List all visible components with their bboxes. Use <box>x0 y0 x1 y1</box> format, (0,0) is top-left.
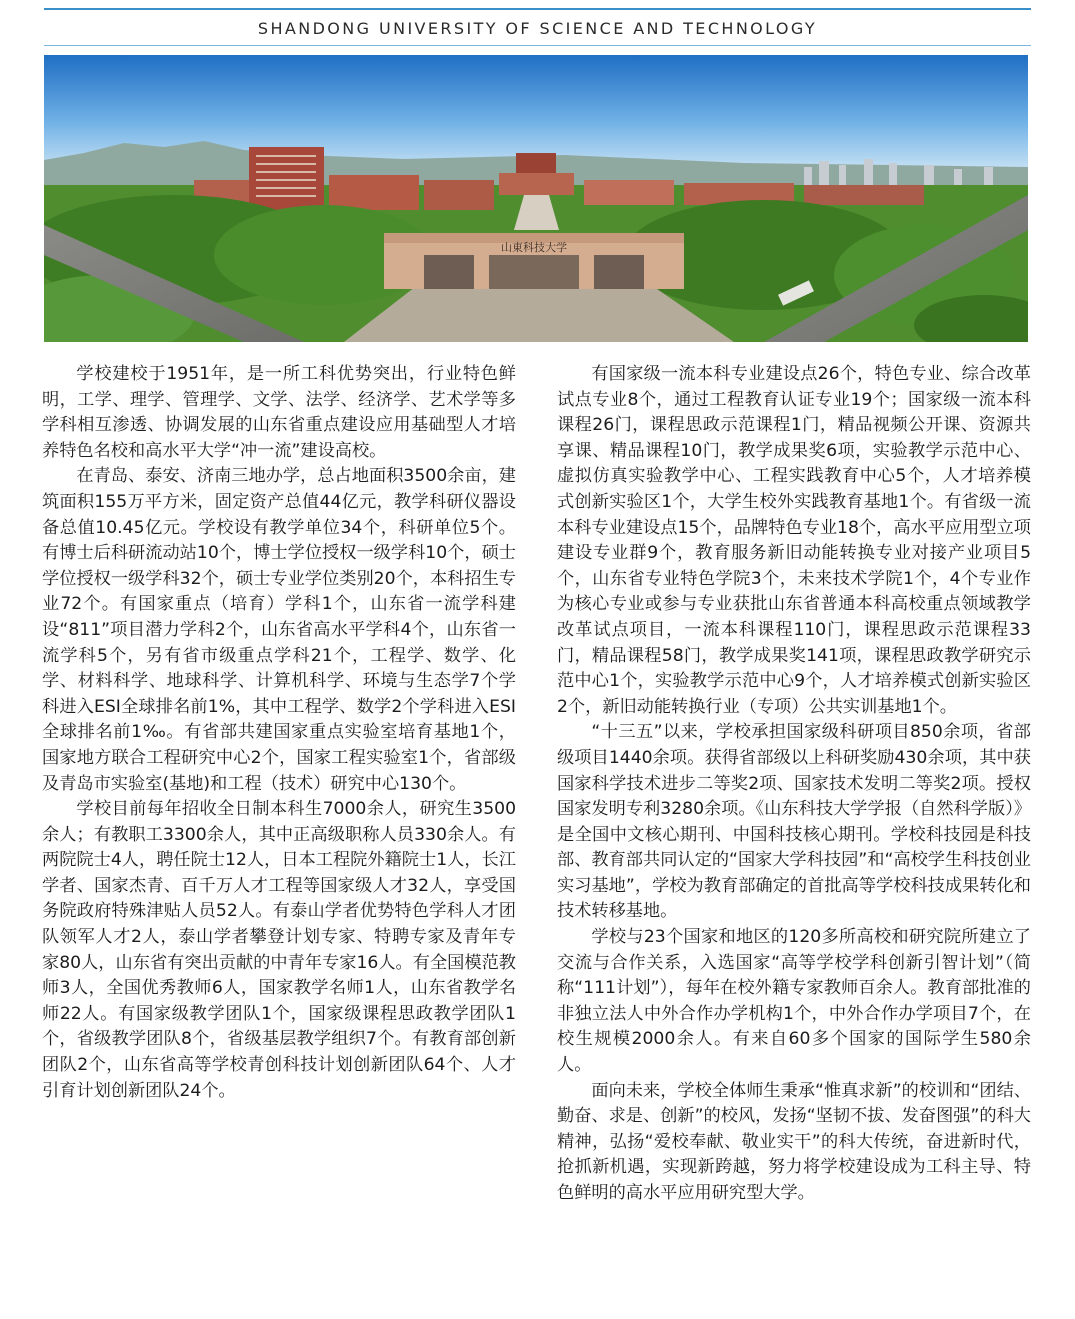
paragraph: 面向未来，学校全体师生秉承“惟真求新”的校训和“团结、勤奋、求是、创新”的校风，发扬“坚韧不拔、发奋图强”的科大精神，弘扬“爱校奉献、敬业实干”的科大传统，奋进新时代，抢抓新机遇，实现新跨越，努力将学校建设成为工科主导、特色鲜明的高水平应用研究型大学。 <box>557 1080 1031 1203</box>
paragraph: 学校与23个国家和地区的120多所高校和研究院所建立了交流与合作关系，入选国家“高等学校学科创新引智计划”（简称“111计划”），每年在校外籍专家教师百余人。教育部批准的非独立法人中外合作办学机构1个，中外合作办学项目7个，在校生规模2000余人。有来自60多个国家的国际学生580余人。 <box>557 927 1031 1076</box>
body-column-right <box>557 362 1031 1207</box>
body-column-left <box>42 362 516 1104</box>
paragraph: 学校目前每年招收全日制本科生7000余人，研究生3500余人；有教职工3300余人，其中正高级职称人员330余人。有两院院士4人，聘任院士12人，日本工程院外籍院士1人，长江学者、国家杰青、百千万人才工程等国家级人才32人，享受国务院政府特殊津贴人员52人。有泰山学者优势特色学科人才团队领军人才2人，泰山学者攀登计划专家、特聘专家及青年专家80人，山东省有突出贡献的中青年专家16人。有全国模范教师3人，全国优秀教师6人，国家教学名师1人，山东省教学名师22人。有国家级教学团队1个，国家级课程思政教学团队1个，省级教学团队8个，省级基层教学组织7个。有教育部创新团队2个，山东省高等学校青创科技计划创新团队64个、人才引育计划创新团队24个。 <box>42 799 516 1101</box>
campus-aerial-photo <box>44 55 1028 342</box>
header-top-rule <box>44 8 1031 10</box>
paragraph: “十三五”以来，学校承担国家级科研项目850余项，省部级项目1440余项。获得省部级以上科研奖励430余项，其中获国家科学技术进步二等奖2项、国家技术发明二等奖2项。授权国家发明专利3280余项。《山东科技大学学报（自然科学版）》是全国中文核心期刊、中国科技核心期刊。学校科技园是科技部、教育部共同认定的“国家大学科技园”和“高校学生科技创业实习基地”，学校为教育部确定的首批高等学校科技成果转化和技术转移基地。 <box>557 722 1031 922</box>
gate-inscription: 山東科技大学 <box>501 241 567 254</box>
page-header-title: SHANDONG UNIVERSITY OF SCIENCE AND TECHNOLOGY <box>257 19 818 38</box>
paragraph: 有国家级一流本科专业建设点26个，特色专业、综合改革试点专业8个，通过工程教育认证专业19个；国家级一流本科课程26门，课程思政示范课程1门，精品视频公开课、资源共享课、精品课程10门，教学成果奖6项，实验教学示范中心、虚拟仿真实验教学中心、工程实践教育中心5个，人才培养模式创新实验区1个，大学生校外实践教育基地1个。有省级一流本科专业建设点15个，品牌特色专业18个，高水平应用型立项建设专业群9个，教育服务新旧动能转换专业对接产业项目5个，山东省专业特色学院3个，未来技术学院1个，4个专业作为核心专业或参与专业获批山东省普通本科高校重点领域教学改革试点项目，一流本科课程110门，课程思政示范课程33门，精品课程58门，教学成果奖141项，课程思政教学研究示范中心1个，实验教学示范中心9个，人才培养模式创新实验区2个，新旧动能转换行业（专项）公共实训基地1个。 <box>557 364 1031 717</box>
paragraph: 在青岛、泰安、济南三地办学，总占地面积3500余亩，建筑面积155万平方米，固定资产总值44亿元，教学科研仪器设备总值10.45亿元。学校设有教学单位34个，科研单位5个。有博士后科研流动站10个，博士学位授权一级学科10个，硕士学位授权一级学科32个，硕士专业学位类别20个，本科招生专业72个。有国家重点（培育）学科1个，山东省一流学科建设“811”项目潜力学科2个，山东省高水平学科4个，山东省一流学科5个，另有省市级重点学科21个，工程学、数学、化学、材料科学、地球科学、计算机科学、环境与生态学7个学科进入ESI全球排名前1%，其中工程学、数学2个学科进入ESI全球排名前1‰。有省部共建国家重点实验室培育基地1个，国家地方联合工程研究中心2个，国家工程实验室1个，省部级及青岛市实验室(基地)和工程（技术）研究中心130个。 <box>42 466 516 794</box>
paragraph: 学校建校于1951年，是一所工科优势突出，行业特色鲜明，工学、理学、管理学、文学、法学、经济学、艺术学等多学科相互渗透、协调发展的山东省重点建设应用基础型人才培养特色名校和高水平大学“冲一流”建设高校。 <box>42 364 516 461</box>
header-bottom-rule <box>44 45 1031 46</box>
